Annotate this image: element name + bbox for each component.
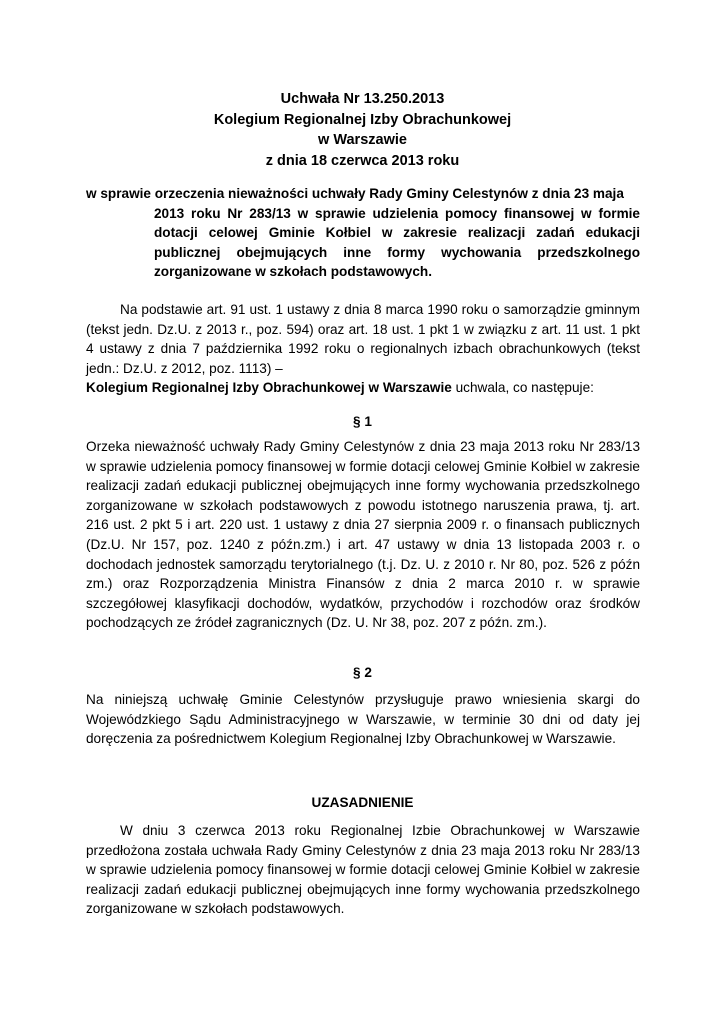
- issuing-location: w Warszawie: [318, 132, 407, 148]
- section-1-heading: § 1: [353, 414, 372, 429]
- justification-heading: UZASADNIENIE: [311, 795, 414, 810]
- preamble-body-name: Kolegium Regionalnej Izby Obrachunkowej w Warszawie: [86, 380, 452, 396]
- section-2-text: Na niniejszą uchwałę Gminie Celestynów przysługuje prawo wniesienia skargi do Wojewódzkiego Sądu Administracyjnego w Warszawie, w terminie 30 dni od daty jej doręczenia za pośrednictwem Kolegium Regionalnej Izby Obrachunkowej w Warszawie.: [86, 692, 640, 747]
- section-1-text: Orzeka nieważność uchwały Rady Gminy Celestynów z dnia 23 maja 2013 roku Nr 283/13 w sprawie udzielenia pomocy finansowej w formie dotacji celowej Gminie Kołbiel w zakresie realizacji zadań edukacji publicznej obejmujących inne formy wychowania przedszkolnego zorganizowane w szkołach podstawowych z powodu istotnego naruszenia prawa, tj. art. 216 ust. 2 pkt 5 i art. 220 ust. 1 ustawy z dnia 27 sierpnia 2009 r. o finansach publicznych (Dz.U. Nr 157, poz. 1240 z późn.zm.) i art. 47 ustawy w dnia 13 listopada 2003 r. o dochodach jednostek samorządu terytorialnego (t.j. Dz. U. z 2010 r. Nr 80, poz. 526 z późn zm.) oraz Rozporządzenia Ministra Finansów z dnia 2 marca 2010 r. w sprawie szczegółowej klasyfikacji dochodów, wydatków, przychodów i rozchodów oraz środków pochodzących ze źródeł zagranicznych (Dz. U. Nr 38, poz. 207 z późn. zm.).: [86, 439, 640, 631]
- subject-first-line: w sprawie orzeczenia nieważności uchwały Rady Gminy Celestynów z dnia 23 maja: [86, 186, 624, 201]
- preamble: [86, 300, 640, 398]
- subject-continuation: 2013 roku Nr 283/13 w sprawie udzielenia pomocy finansowej w formie dotacji celowej Gminie Kołbiel w zakresie realizacji zadań edukacji publicznej obejmujących inne formy wychowania przedszkolnego zorganizowane w szkołach podstawowych.: [154, 205, 640, 280]
- resolution-header: [0, 89, 725, 171]
- preamble-legal-basis: Na podstawie art. 91 ust. 1 ustawy z dnia 8 marca 1990 roku o samorządzie gminnym (tekst jedn. Dz.U. z 2013 r., poz. 594) oraz art. 18 ust. 1 pkt 1 w związku z art. 11 ust. 1 pkt 4 ustawy z dnia 7 października 1992 roku o regionalnych izbach obrachunkowych (tekst jedn.: Dz.U. z 2012, poz. 1113) –: [86, 302, 640, 376]
- preamble-tail: uchwala, co następuje:: [451, 380, 594, 396]
- section-2-heading: § 2: [353, 665, 372, 680]
- resolution-subject: [86, 184, 640, 282]
- justification-text: W dniu 3 czerwca 2013 roku Regionalnej Izbie Obrachunkowej w Warszawie przedłożona została uchwała Rady Gminy Celestynów z dnia 23 maja 2013 roku Nr 283/13 w sprawie udzielenia pomocy finansowej w formie dotacji celowej Gminie Kołbiel w zakresie realizacji zadań edukacji publicznej obejmujących inne formy wychowania przedszkolnego zorganizowane w szkołach podstawowych.: [86, 823, 640, 917]
- resolution-number: Uchwała Nr 13.250.2013: [280, 91, 445, 107]
- resolution-date: z dnia 18 czerwca 2013 roku: [265, 152, 460, 169]
- preamble-enacting-clause: [86, 378, 640, 398]
- issuing-body: Kolegium Regionalnej Izby Obrachunkowej: [213, 111, 512, 128]
